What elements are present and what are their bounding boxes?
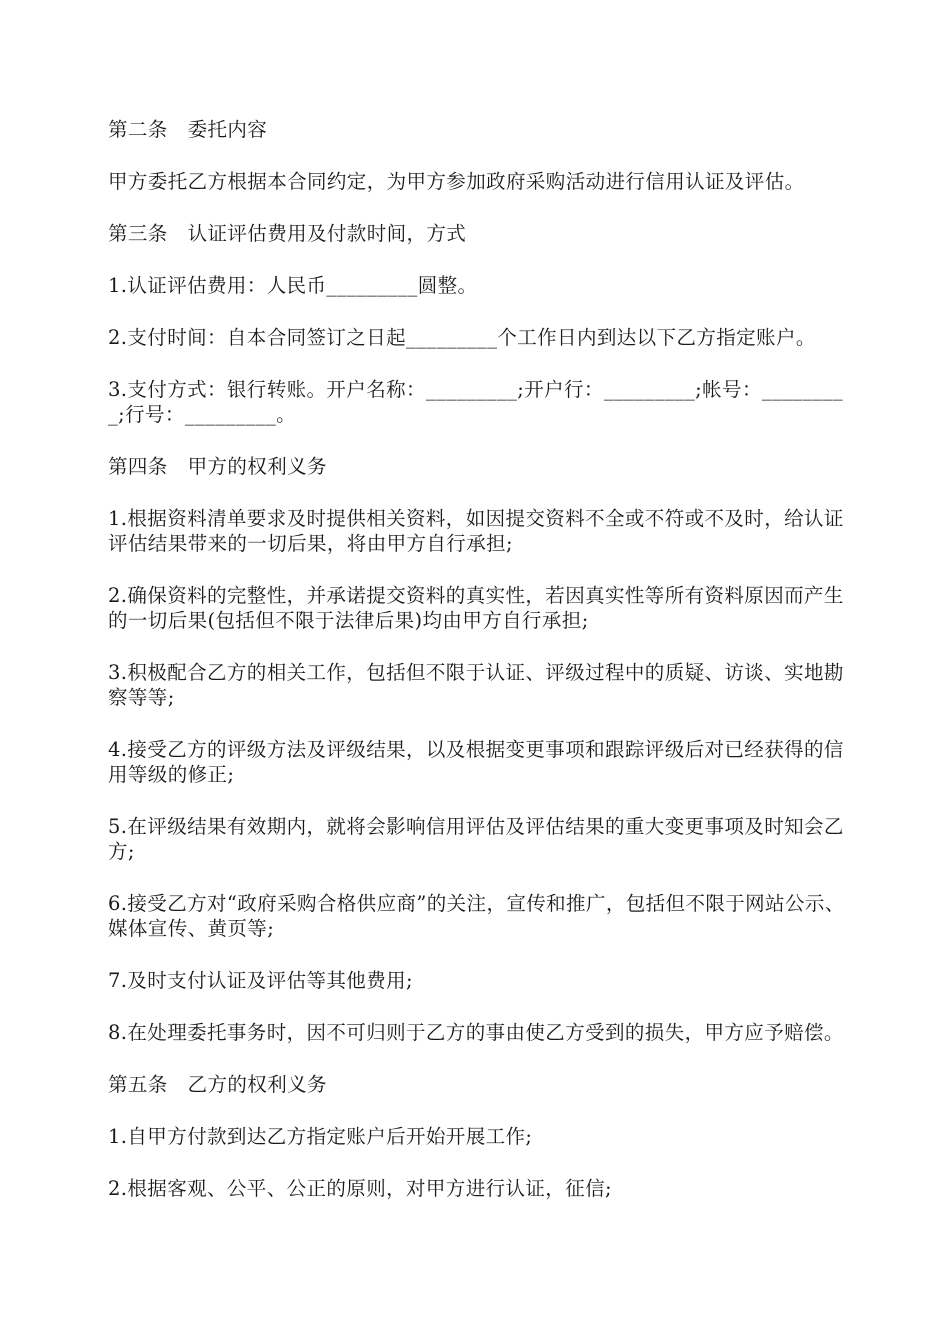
article-4-item-4: 4.接受乙方的评级方法及评级结果，以及根据变更事项和跟踪评级后对已经获得的信用等级的修正;	[108, 738, 844, 786]
article-3-item-3: 3.支付方式：银行转账。开户名称：_________;开户行：_________;帐号：_________;行号：_________。	[108, 378, 844, 426]
article-4-heading: 第四条 甲方的权利义务	[108, 455, 327, 478]
article-4-item-7: 7.及时支付认证及评估等其他费用;	[108, 969, 413, 992]
article-3-item-1: 1.认证评估费用：人民币_________圆整。	[108, 274, 478, 297]
article-5-item-1: 1.自甲方付款到达乙方指定账户后开始开展工作;	[108, 1125, 533, 1148]
article-5-heading: 第五条 乙方的权利义务	[108, 1073, 327, 1096]
article-4-item-3: 3.积极配合乙方的相关工作，包括但不限于认证、评级过程中的质疑、访谈、实地勘察等等;	[108, 661, 844, 709]
article-2-heading: 第二条 委托内容	[108, 118, 268, 141]
article-3-item-2: 2.支付时间：自本合同签订之日起_________个工作日内到达以下乙方指定账户。	[108, 326, 816, 349]
article-2-body: 甲方委托乙方根据本合同约定，为甲方参加政府采购活动进行信用认证及评估。	[108, 170, 805, 193]
article-4-item-5: 5.在评级结果有效期内，就将会影响信用评估及评估结果的重大变更事项及时知会乙方;	[108, 815, 844, 863]
article-4-item-2: 2.确保资料的完整性，并承诺提交资料的真实性，若因真实性等所有资料原因而产生的一切后果(包括但不限于法律后果)均由甲方自行承担;	[108, 584, 844, 632]
article-3-heading: 第三条 认证评估费用及付款时间，方式	[108, 222, 467, 245]
article-4-item-6: 6.接受乙方对“政府采购合格供应商”的关注，宣传和推广，包括但不限于网站公示、媒体宣传、黄页等;	[108, 892, 845, 940]
article-4-item-8: 8.在处理委托事务时，因不可归则于乙方的事由使乙方受到的损失，甲方应予赔偿。	[108, 1021, 844, 1044]
document-page	[108, 117, 853, 1228]
article-4-item-1: 1.根据资料清单要求及时提供相关资料，如因提交资料不全或不符或不及时，给认证评估结果带来的一切后果，将由甲方自行承担;	[108, 507, 844, 555]
article-5-item-2: 2.根据客观、公平、公正的原则，对甲方进行认证，征信;	[108, 1177, 612, 1200]
